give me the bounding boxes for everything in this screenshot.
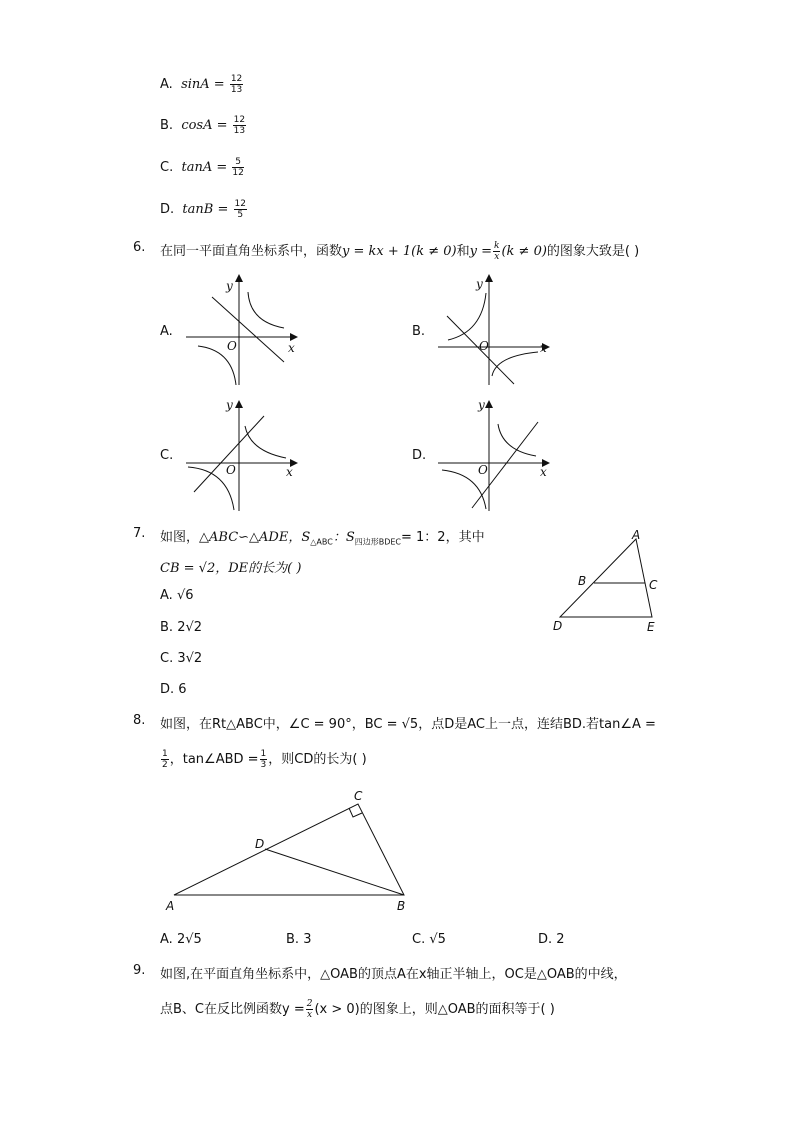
stem-formula: ：S xyxy=(332,530,355,545)
stem-subscript: 四边形BDEC xyxy=(354,537,402,547)
triangle-abc xyxy=(174,804,404,895)
stem-text: (x > 0)的图象上，则△OAB的面积等于( ) xyxy=(314,1002,555,1017)
q9-stem-line1: 如图,在平面直角坐标系中，△OAB的顶点A在x轴正半轴上，OC是△OAB的中线， xyxy=(160,967,627,982)
q7-option-a xyxy=(160,588,194,603)
option-letter: C. xyxy=(160,651,174,666)
y-label: y xyxy=(226,279,233,293)
option-value: 2 xyxy=(556,932,565,947)
q5-option-a xyxy=(160,74,244,95)
option-value: √5 xyxy=(429,932,446,947)
option-letter: A. xyxy=(160,77,173,92)
stem-text: 在同一平面直角坐标系中，函数 xyxy=(160,244,343,259)
stem-text: ，tan∠ABD = xyxy=(169,752,259,767)
q8-number: 8. xyxy=(133,713,146,728)
y-label: y xyxy=(226,398,233,412)
option-fraction: $\frac{12}{13}$ xyxy=(233,115,246,136)
stem-fraction: $\frac{1}{3}$ xyxy=(260,749,267,770)
option-expr: tanA = xyxy=(181,160,228,175)
option-letter: C. xyxy=(160,160,174,175)
option-letter: B. xyxy=(160,620,174,635)
option-expr: tanB = xyxy=(182,202,229,217)
option-fraction: $\frac{5}{12}$ xyxy=(232,157,244,178)
option-fraction: $\frac{12}{13}$ xyxy=(230,74,243,95)
right-angle-mark xyxy=(349,808,362,817)
q8-stem-line2 xyxy=(160,748,367,770)
q8-option-c xyxy=(412,932,446,947)
option-expr: sinA = xyxy=(181,77,225,92)
y-label: y xyxy=(476,277,483,291)
y-label: y xyxy=(478,398,485,412)
origin-label: O xyxy=(478,463,488,477)
stem-text: 的图象大致是( ) xyxy=(546,244,640,259)
origin-label: O xyxy=(479,339,489,353)
q8-option-a xyxy=(160,932,202,947)
option-letter: C. xyxy=(412,932,426,947)
hyperbola-branch-q4 xyxy=(492,352,538,376)
x-label: x xyxy=(286,465,293,479)
triangle-ade xyxy=(560,539,652,617)
x-label: x xyxy=(288,341,295,355)
linear-function-line xyxy=(194,416,264,492)
q9-number: 9. xyxy=(133,963,146,978)
stem-formula: (k ≠ 0) xyxy=(501,244,547,259)
q5-option-d xyxy=(160,199,248,220)
stem-fraction: $\frac{k}{x}$ xyxy=(494,241,500,262)
origin-label: O xyxy=(226,463,236,477)
linear-function-line xyxy=(212,297,284,362)
q7-stem-line1 xyxy=(160,526,485,548)
q5-option-b xyxy=(160,115,247,136)
q6-number: 6. xyxy=(133,240,146,255)
hyperbola-branch-q1 xyxy=(248,292,284,328)
q8-option-b xyxy=(286,932,311,947)
q6-graph-d-letter: D. xyxy=(412,448,427,463)
y-axis-arrow xyxy=(485,400,493,408)
q6-graph-c-letter: C. xyxy=(160,448,174,463)
segment-bd xyxy=(265,849,404,895)
stem-fraction: $\frac{1}{2}$ xyxy=(162,749,168,770)
option-value: 2√2 xyxy=(177,620,203,635)
q9-stem-line2 xyxy=(160,998,555,1020)
q6-graph-a xyxy=(180,270,310,390)
y-axis-arrow xyxy=(485,274,493,282)
stem-text: 如图， xyxy=(160,530,200,545)
label-b: B xyxy=(578,574,587,588)
origin-label: O xyxy=(227,339,237,353)
option-letter: D. xyxy=(160,682,175,697)
q7-triangle-figure xyxy=(548,525,668,635)
q7-stem-line2: CB = √2，DE的长为( ) xyxy=(160,561,302,576)
y-axis-arrow xyxy=(235,274,243,282)
option-value: 3 xyxy=(303,932,312,947)
q7-option-d xyxy=(160,682,187,697)
hyperbola-branch-q1 xyxy=(498,424,536,456)
stem-text: = 1：2，其中 xyxy=(401,530,485,545)
option-letter: D. xyxy=(160,202,175,217)
label-b: B xyxy=(397,899,406,913)
q7-number: 7. xyxy=(133,526,146,541)
label-d: D xyxy=(553,619,563,633)
q8-stem-line1: 如图，在Rt△ABC中，∠C = 90°，BC = √5，点D是AC上一点，连结BD.若tan∠A = xyxy=(160,717,656,732)
stem-text: ，则CD的长为( ) xyxy=(268,752,367,767)
stem-formula: △ABC∽△ADE，S xyxy=(199,530,311,545)
option-value: 6 xyxy=(178,682,187,697)
label-a: A xyxy=(632,528,641,542)
option-letter: A. xyxy=(160,588,173,603)
option-letter: A. xyxy=(160,932,173,947)
stem-subscript: △ABC xyxy=(310,537,333,547)
x-label: x xyxy=(540,341,547,355)
q6-graph-b-letter: B. xyxy=(412,324,426,339)
q6-stem xyxy=(160,240,639,262)
option-letter: B. xyxy=(286,932,300,947)
label-c: C xyxy=(354,789,363,803)
option-value: 3√2 xyxy=(177,651,203,666)
label-c: C xyxy=(649,578,658,592)
q8-option-d xyxy=(538,932,565,947)
option-letter: D. xyxy=(538,932,553,947)
stem-text: 点B、C在反比例函数y = xyxy=(160,1002,305,1017)
stem-fraction: $\frac{2}{x}$ xyxy=(306,999,313,1020)
q6-graph-c xyxy=(180,396,310,516)
label-d: D xyxy=(255,837,265,851)
x-axis-arrow xyxy=(290,333,298,341)
label-a: A xyxy=(166,899,175,913)
label-e: E xyxy=(647,620,655,634)
y-axis-arrow xyxy=(235,400,243,408)
option-fraction: $\frac{12}{5}$ xyxy=(234,199,246,220)
option-letter: B. xyxy=(160,118,174,133)
q5-option-c xyxy=(160,157,245,178)
q7-option-b xyxy=(160,620,202,635)
option-value: 2√5 xyxy=(176,932,202,947)
hyperbola-branch-q2 xyxy=(448,293,486,340)
q6-graph-b xyxy=(432,270,562,390)
hyperbola-branch-q1 xyxy=(245,426,286,458)
option-expr: cosA = xyxy=(181,118,228,133)
q6-graph-a-letter: A. xyxy=(160,324,173,339)
q6-graph-d xyxy=(432,396,562,516)
stem-formula: y = kx + 1(k ≠ 0) xyxy=(342,244,457,259)
option-value: √6 xyxy=(176,588,194,603)
stem-text: 和 xyxy=(456,244,470,259)
q8-right-triangle-figure xyxy=(160,786,420,916)
q7-option-c xyxy=(160,651,202,666)
x-label: x xyxy=(540,465,547,479)
stem-formula: y = xyxy=(469,244,492,259)
